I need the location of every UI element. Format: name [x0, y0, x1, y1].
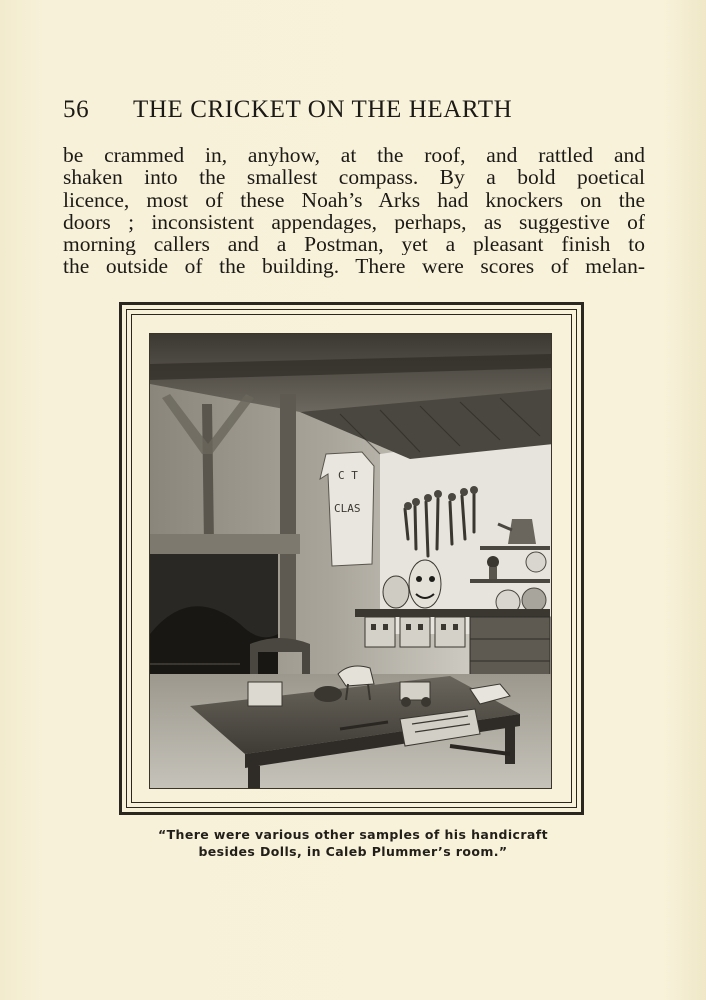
- pot: [314, 686, 342, 702]
- running-header: [63, 96, 623, 124]
- doll-house: [400, 617, 430, 647]
- shelf: [480, 546, 550, 550]
- page-number: 56: [63, 96, 90, 123]
- chest-of-drawers: [470, 617, 550, 682]
- workshop-illustration: [149, 333, 552, 789]
- shelf: [470, 579, 550, 583]
- body-line: licence, most of these Noah’s Arks had knockers on the: [63, 188, 645, 211]
- body-line: shaken into the smallest compass. By a bold poetical: [63, 166, 645, 189]
- toy-box: [248, 682, 282, 706]
- doll-house: [365, 617, 395, 647]
- plate-caption: [100, 826, 606, 860]
- kettle: [508, 519, 536, 544]
- workshop-scene: [150, 334, 552, 789]
- body-line: the outside of the building. There were scores of melan-: [63, 255, 645, 278]
- body-line: doors ; inconsistent appendages, perhaps, as suggestive of: [63, 210, 645, 234]
- body-line: morning callers and a Postman, yet a pleasant finish to: [63, 233, 645, 256]
- plate: [526, 552, 546, 572]
- mantel: [150, 534, 300, 554]
- caption-line: “There were various other samples of his handicraft: [158, 827, 548, 842]
- shirt-lettering: CLAS: [334, 502, 361, 515]
- body-paragraph: [63, 144, 645, 278]
- body-line: be crammed in, anyhow, at the roof, and rattled and: [63, 144, 645, 167]
- caption-line: besides Dolls, in Caleb Plummer’s room.”: [198, 844, 508, 859]
- face-mask: [409, 560, 441, 608]
- small-doll: [487, 556, 499, 568]
- doll-house: [435, 617, 465, 647]
- shirt-lettering: C T: [338, 469, 358, 482]
- cabinet-top: [355, 609, 550, 617]
- timber-post: [280, 394, 296, 644]
- left-timber: [202, 404, 214, 544]
- running-title: THE CRICKET ON THE HEARTH: [133, 96, 513, 123]
